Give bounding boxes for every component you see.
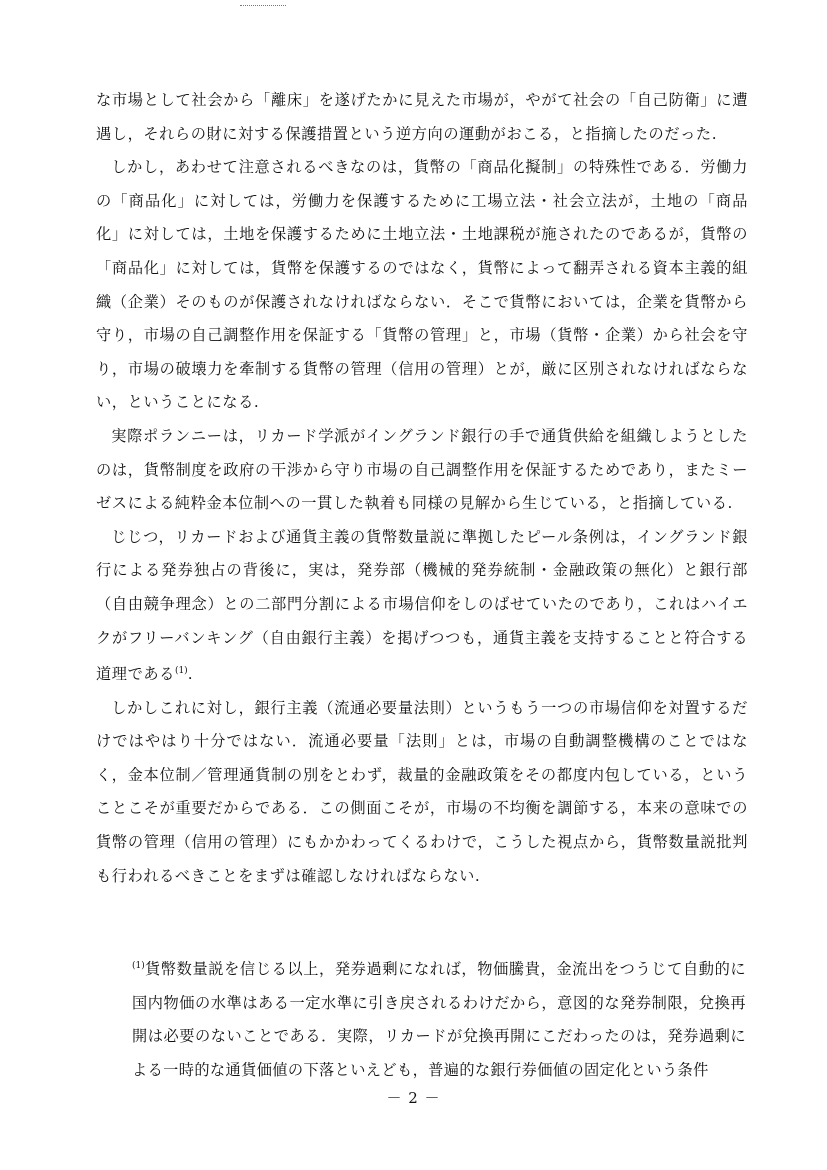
footnote-paragraph <box>132 950 746 1087</box>
paragraph-4 <box>96 521 748 692</box>
paragraph-3: 実際ポランニーは，リカード学派がイングランド銀行の手で通貨供給を組織しようとしたのは，貨幣制度を政府の干渉から守り市場の自己調整作用を保証するためであり，またミーゼスによる純粋金本位制への一貫した執着も同様の見解から生じている，と指摘している. <box>96 426 748 513</box>
paragraph-4-text: じじつ，リカードおよび通貨主義の貨幣数量説に準拠したピール条例は，イングランド銀行による発券独占の背後に，実は，発券部（機械的発券統制・金融政策の無化）と銀行部（自由競争理念）との二部門分割による市場信仰をしのばせていたのであり，これはハイエクがフリーバンキング（自由銀行主義）を掲げつつも，通貨主義を支持することと符合する道理である <box>96 527 748 684</box>
footnote-mark: (1) <box>132 961 145 971</box>
page-number: － 2 － <box>386 1089 441 1107</box>
footnote <box>132 950 746 1087</box>
footnote-reference: (1) <box>174 666 188 677</box>
paragraph-4-tail: . <box>187 665 194 684</box>
body-text <box>96 84 748 893</box>
paragraph-1: な市場として社会から「離床」を遂げたかに見えた市場が，やがて社会の「自己防衛」に遭遇し，それらの財に対する保護措置という逆方向の運動がおこる，と指摘したのだった. <box>96 91 748 143</box>
paragraph-2: しかし，あわせて注意されるべきなのは，貨幣の「商品化擬制」の特殊性である．労働力の「商品化」に対しては，労働力を保護するために工場立法・社会立法が，土地の「商品化」に対しては，土地を保護するために土地立法・土地課税が施されたのであるが，貨幣の「商品化」に対しては，貨幣を保護するのではなく，貨幣によって翻弄される資本主義的組織（企業）そのものが保護されなければならない．そこで貨幣においては，企業を貨幣から守り，市場の自己調整作用を保証する「貨幣の管理」と，市場（貨幣・企業）から社会を守り，市場の破壊力を牽制する貨幣の管理（信用の管理）とが，厳に区別されなければならない，ということになる. <box>96 158 748 412</box>
paragraph-5: しかしこれに対し，銀行主義（流通必要量法則）というもう一つの市場信仰を対置するだけではやはり十分ではない．流通必要量「法則」とは，市場の自動調整機構のことではなく，金本位制／管理通貨制の別をとわず，裁量的金融政策をその都度内包している，ということこそが重要だからである．この側面こそが，市場の不均衡を調節する，本来の意味での貨幣の管理（信用の管理）にもかかわってくるわけで，こうした視点から，貨幣数量説批判も行われるべきことをまずは確認しなければならない. <box>96 698 748 885</box>
footnote-text: 貨幣数量説を信じる以上，発券過剰になれば，物価騰貴，金流出をつうじて自動的に国内物価の水準はある一定水準に引き戻されるわけだから，意図的な発券制限，兌換再開は必要のないことである．実際，リカードが兌換再開にこだわったのは，発券過剰による一時的な通貨価値の下落といえども，普遍的な銀行券価値の固定化という条件 <box>132 960 746 1079</box>
scan-mark <box>240 5 286 6</box>
